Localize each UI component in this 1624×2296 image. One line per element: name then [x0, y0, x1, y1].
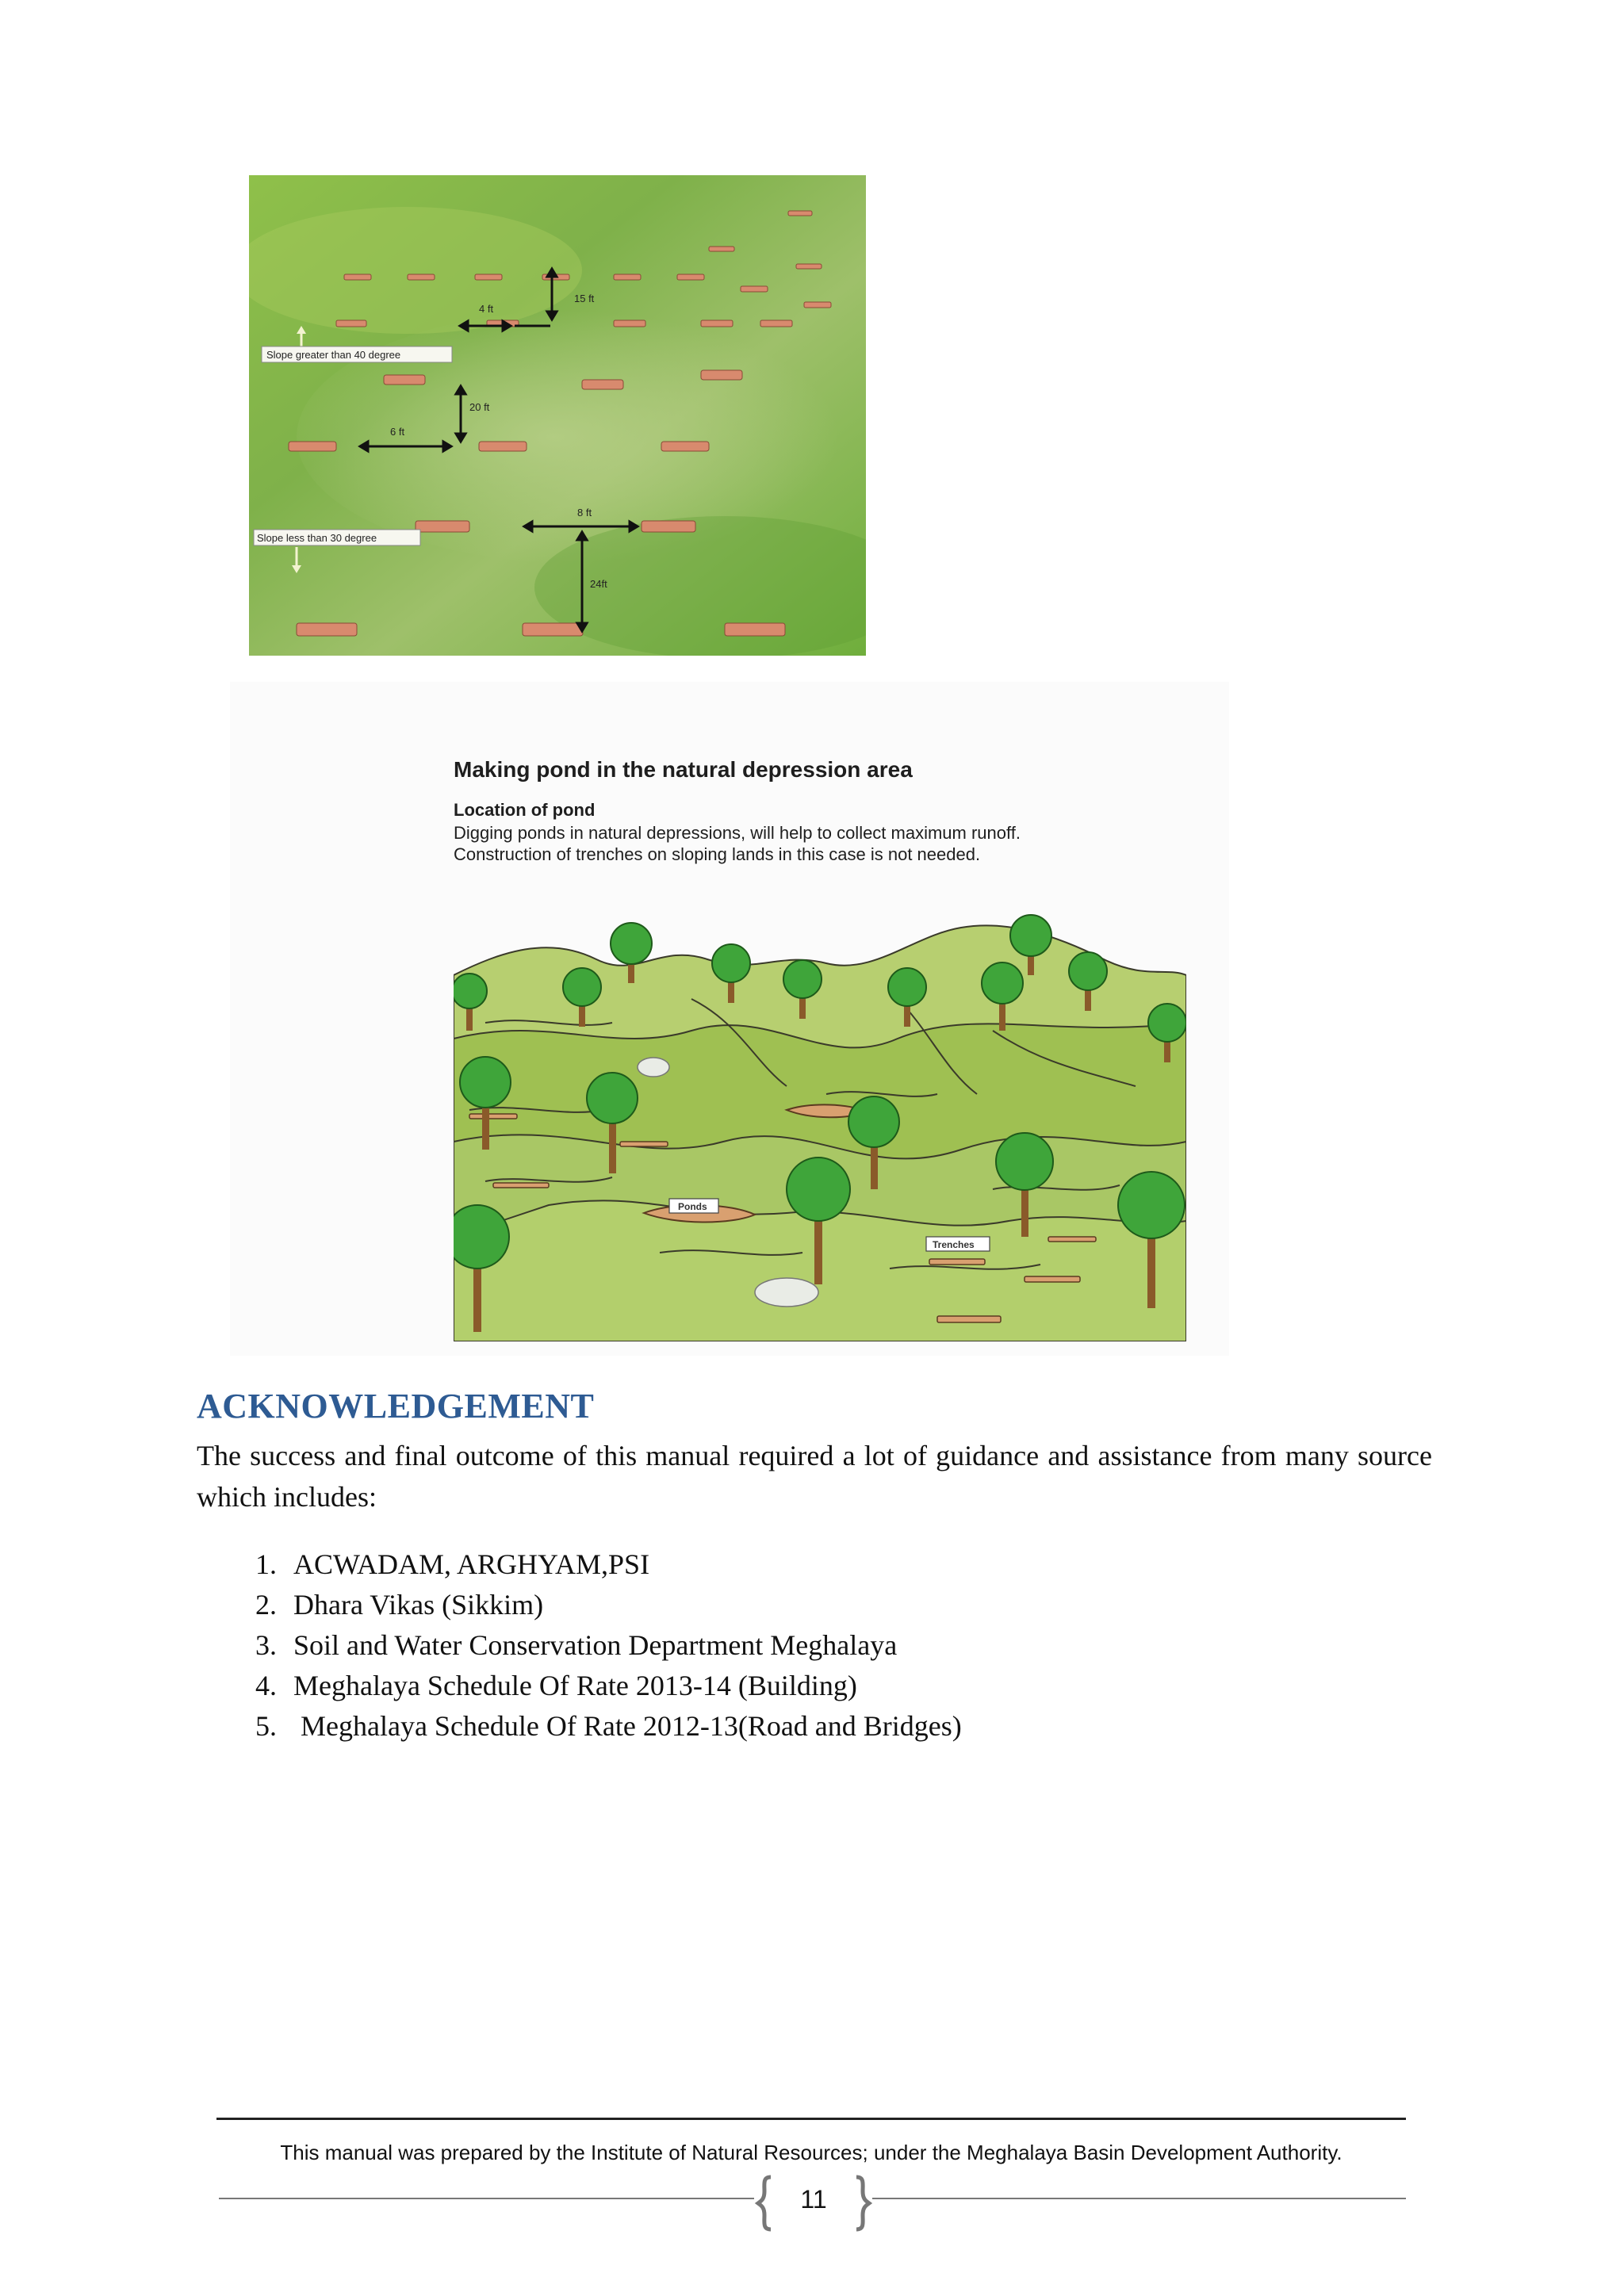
ponds-callout: Ponds — [678, 1201, 707, 1212]
dimension-6ft-label: 6 ft — [390, 426, 405, 438]
pond-figure-description-line-2: Construction of trenches on sloping lands in this case is not needed. — [454, 844, 981, 864]
list-item-text: Meghalaya Schedule Of Rate 2012-13(Road and Bridges) — [293, 1710, 962, 1742]
list-item — [255, 1544, 962, 1585]
list-item — [255, 1706, 962, 1747]
footer-divider — [216, 2118, 1406, 2120]
page-number: 11 — [800, 2185, 827, 2214]
pond-figure-caption — [454, 757, 1247, 865]
list-item-number: 4. — [255, 1670, 277, 1701]
slope-greater-label: Slope greater than 40 degree — [266, 349, 401, 361]
acknowledgement-list — [255, 1544, 962, 1747]
pond-figure-description-line-1: Digging ponds in natural depressions, will help to collect maximum runoff. — [454, 823, 1021, 843]
list-item-number: 3. — [255, 1629, 277, 1661]
list-item — [255, 1625, 962, 1666]
footer-rule-right — [872, 2198, 1406, 2199]
list-item-number: 2. — [255, 1589, 277, 1621]
dimension-20ft-label: 20 ft — [469, 401, 490, 413]
list-item — [255, 1666, 962, 1706]
pond-landscape-svg — [454, 904, 1186, 1341]
list-item-text: Dhara Vikas (Sikkim) — [293, 1589, 544, 1621]
dimension-24ft-label: 24ft — [590, 578, 607, 590]
list-item-text: Soil and Water Conservation Department Meghalaya — [293, 1629, 898, 1661]
pond-figure-title: Making pond in the natural depression area — [454, 757, 913, 782]
footer-rule-left — [219, 2198, 754, 2199]
page-number-box — [753, 2174, 874, 2233]
acknowledgement-heading: ACKNOWLEDGEMENT — [197, 1387, 595, 1425]
list-item — [255, 1585, 962, 1625]
slope-less-label: Slope less than 30 degree — [257, 532, 377, 544]
pond-figure-subtitle: Location of pond — [454, 800, 596, 820]
pond-landscape-illustration — [454, 904, 1186, 1341]
dimension-15ft-label: 15 ft — [574, 293, 595, 304]
acknowledgement-paragraph: The success and final outcome of this manual required a lot of guidance and assistance from many source which includes: — [197, 1440, 1432, 1513]
list-item-number: 1. — [255, 1548, 277, 1580]
dimension-4ft-label: 4 ft — [479, 303, 494, 315]
dimension-8ft-label: 8 ft — [577, 507, 592, 519]
list-item-text: ACWADAM, ARGHYAM,PSI — [293, 1548, 650, 1580]
trench-spacing-figure — [249, 175, 866, 656]
list-item-text: Meghalaya Schedule Of Rate 2013-14 (Building) — [293, 1670, 857, 1701]
list-item-number: 5. — [255, 1710, 277, 1742]
trench-spacing-illustration — [249, 175, 866, 656]
footer-note: This manual was prepared by the Institute of Natural Resources; under the Meghalaya Basin Development Authority. — [280, 2141, 1342, 2164]
trenches-callout: Trenches — [933, 1239, 975, 1250]
